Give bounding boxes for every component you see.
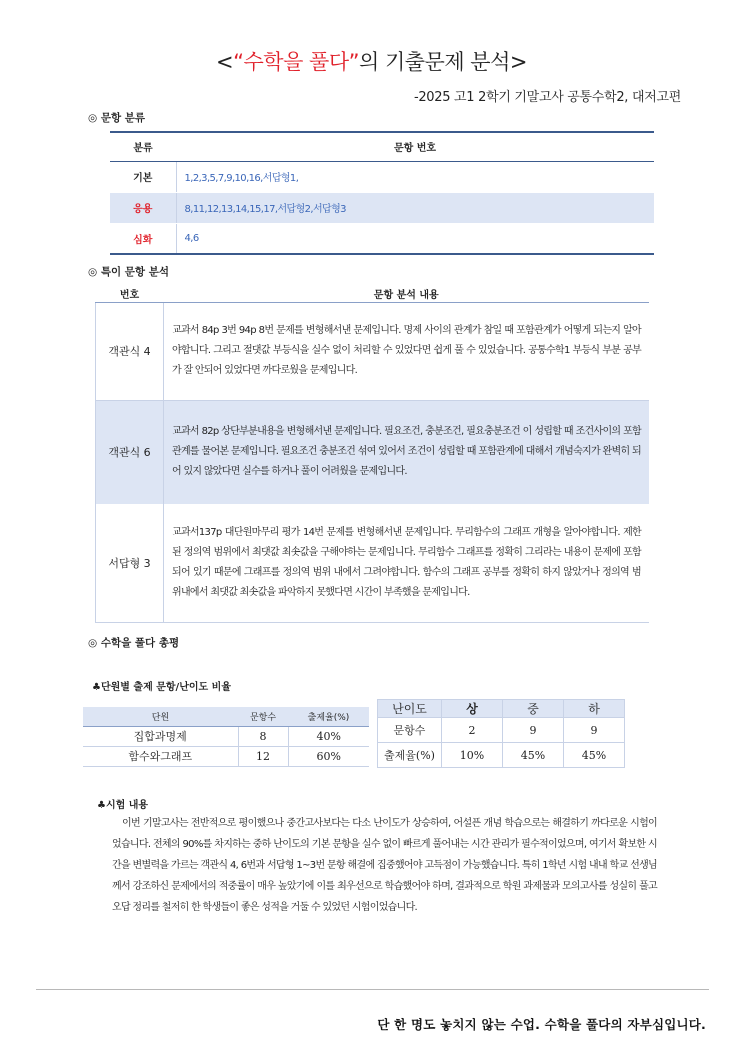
mid-value: 9 — [503, 718, 564, 743]
summary-heading: ◎ 수학을 풀다 총평 — [88, 637, 180, 649]
category-label: 기본 — [110, 161, 176, 192]
exam-content-heading: ♣시험 내용 — [97, 800, 149, 811]
unit-rate: 60% — [288, 746, 369, 766]
col-content: 문항 분석 내용 — [164, 286, 650, 302]
question-numbers: 4,6 — [176, 223, 654, 254]
col-unit: 단원 — [83, 707, 238, 726]
question-numbers: 1,2,3,5,7,9,10,16,서답형1, — [176, 161, 654, 192]
question-number: 객관식 6 — [96, 400, 164, 504]
col-numbers: 문항 번호 — [176, 132, 654, 161]
row-label: 출제율(%) — [378, 743, 442, 768]
title-suffix: 의 기출문제 분석> — [359, 50, 527, 74]
page-subtitle: -2025 고1 2학기 기말고사 공통수학2, 대저고편 — [413, 90, 681, 105]
col-rate: 출제율(%) — [288, 707, 369, 726]
unit-header-row — [83, 707, 369, 726]
footer-slogan: 단 한 명도 놓치지 않는 수업. 수학을 풀다의 자부심입니다. — [377, 1017, 706, 1032]
table-row — [110, 192, 654, 223]
high-value: 2 — [442, 718, 503, 743]
classification-table — [110, 131, 654, 255]
title-highlight: “수학을 풀다” — [233, 50, 360, 74]
low-value: 9 — [564, 718, 625, 743]
category-label: 심화 — [110, 223, 176, 254]
table-row — [378, 743, 625, 768]
unit-count: 8 — [238, 726, 288, 746]
exam-content-text: 이번 기말고사는 전반적으로 평이했으나 중간고사보다는 다소 난이도가 상승하여, 어설픈 개념 학습으로는 해결하기 까다로운 시험이었습니다. 전체의 90%를 차지하는 중하 난이도의 기본 문항을 실수 없이 빠르게 풀어내는 시간 관리가 필수적이었으며, 여기서 확보한 시간을 변별력을 가르는 객관식 4, 6번과 서답형 1~3번 문항 해결에 집중했어야 고득점이 가능했습니다. 특히 1학년 시험 내내 학교 선생님께서 강조하신 문제에서의 적중률이 매우 높았기에 이를 최우선으로 학습했어야 하며, 결과적으로 학원 과제물과 모의고사를 성실히 풀고 오답 정리를 철저히 한 학생들이 좋은 성적을 거둘 수 있었던 시험이었습니다. — [112, 818, 657, 913]
low-value: 45% — [564, 743, 625, 768]
table-row — [96, 302, 650, 400]
table-row — [83, 746, 369, 766]
col-count: 문항수 — [238, 707, 288, 726]
col-category: 분류 — [110, 132, 176, 161]
category-label: 응용 — [110, 192, 176, 223]
classification-header-row — [110, 132, 654, 161]
unit-name: 함수와그래프 — [83, 746, 238, 766]
analysis-content: 교과서 84p 3번 94p 8번 문제를 변형해서낸 문제입니다. 명제 사이의 관계가 참일 때 포함관계가 어떻게 되는지 알아야합니다. 그리고 절댓값 부등식을 실수 없이 처리할 수 있었다면 쉽게 풀 수 있었습니다. 공통수학1 부등식 부분 공부가 잘 안되어 있었다면 까다로웠을 문제입니다. — [164, 302, 650, 400]
mid-value: 45% — [503, 743, 564, 768]
table-row — [96, 400, 650, 504]
special-analysis-heading: ◎ 특이 문항 분석 — [88, 266, 169, 278]
classification-heading: ◎ 문항 분류 — [88, 112, 146, 124]
title-prefix: < — [216, 50, 234, 74]
question-number: 객관식 4 — [96, 302, 164, 400]
special-analysis-table — [95, 286, 649, 623]
unit-rate: 40% — [288, 726, 369, 746]
footer-divider — [36, 989, 709, 990]
page-title — [0, 46, 743, 76]
col-mid: 중 — [503, 700, 564, 718]
table-row — [83, 726, 369, 746]
unit-count: 12 — [238, 746, 288, 766]
difficulty-header-row — [378, 700, 625, 718]
unit-ratio-heading: ♣단원별 출제 문항/난이도 비율 — [92, 682, 231, 693]
table-row — [110, 223, 654, 254]
table-row — [110, 161, 654, 192]
col-high: 상 — [442, 700, 503, 718]
question-numbers: 8,11,12,13,14,15,17,서답형2,서답형3 — [176, 192, 654, 223]
difficulty-table — [377, 699, 625, 768]
unit-table — [83, 707, 369, 767]
table-row — [378, 718, 625, 743]
table-row — [96, 504, 650, 622]
col-low: 하 — [564, 700, 625, 718]
unit-name: 집합과명제 — [83, 726, 238, 746]
question-number: 서답형 3 — [96, 504, 164, 622]
analysis-content: 교과서 82p 상단부분내용을 변형해서낸 문제입니다. 필요조건, 충분조건, 필요충분조건 이 성립할 때 조건사이의 포함관계를 물어본 문제입니다. 필요조건 충분조건 섞여 있어서 조건이 성립할 때 포함관계에 대해서 개념숙지가 완벽히 되어 있지 않았다면 실수를 하거나 풀이 어려웠을 문제입니다. — [164, 400, 650, 504]
analysis-header-row — [96, 286, 650, 302]
col-difficulty: 난이도 — [378, 700, 442, 718]
high-value: 10% — [442, 743, 503, 768]
row-label: 문항수 — [378, 718, 442, 743]
col-number: 번호 — [96, 286, 164, 302]
analysis-content: 교과서137p 대단원마무리 평가 14번 문제를 변형해서낸 문제입니다. 무리함수의 그래프 개형을 알아야합니다. 제한된 정의역 범위에서 최댓값 최솟값을 구해야하는 문제입니다. 무리함수 그래프를 정확히 그리라는 내용이 문제에 포함되어 있기 때문에 그래프를 정의역 범위 내에서 그려야합니다. 함수의 그래프 공부를 정확히 하지 않았거나 정의역 범위내에서 최댓값 최솟값을 파악하지 못했다면 시간이 부족했을 문제입니다. — [164, 504, 650, 622]
